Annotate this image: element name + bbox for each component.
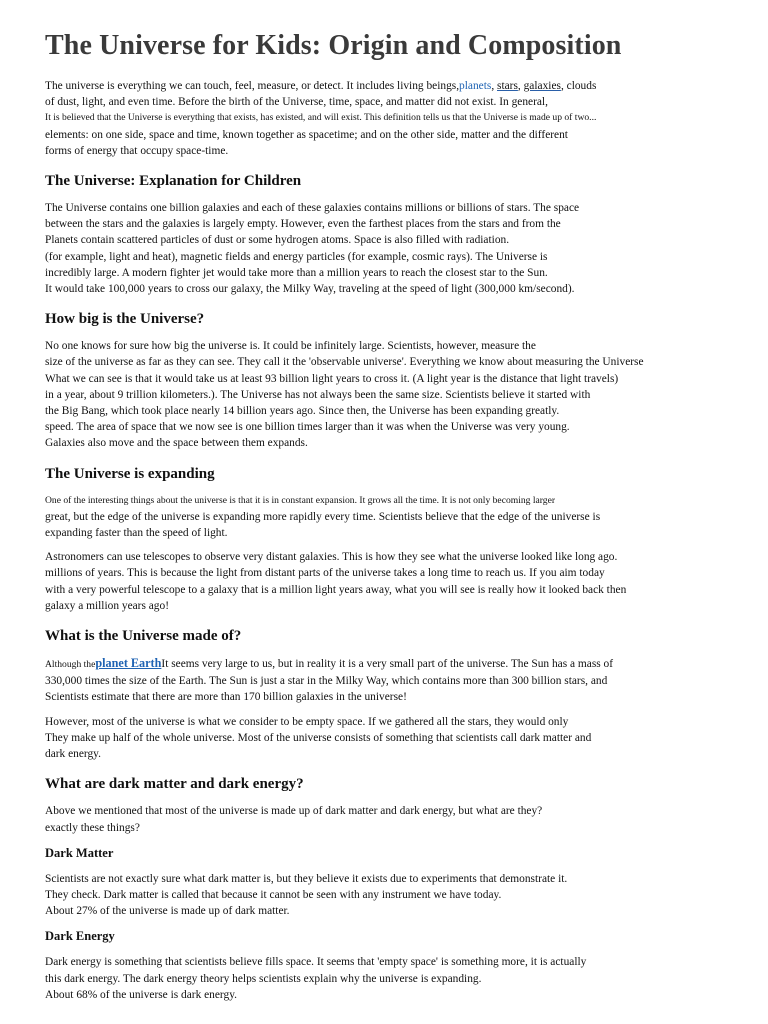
text-line: the Big Bang, which took place nearly 14 billion years ago. Since then, the Universe has been expanding greatly. xyxy=(45,405,560,418)
intro-line-4: elements: on one side, space and time, known together as spacetime; and on the other side, matter and the different xyxy=(45,128,568,141)
text-line: Scientists estimate that there are more than 170 billion galaxies in the universe! xyxy=(45,691,407,704)
text-line: exactly these things? xyxy=(45,821,140,834)
text-line: Scientists are not exactly sure what dark matter is, but they believe it exists due to experiments that demonstrate it. xyxy=(45,872,568,885)
page-title: The Universe for Kids: Origin and Composition xyxy=(45,30,622,61)
section-heading-dark: What are dark matter and dark energy? xyxy=(45,776,304,793)
text-line: The Universe contains one billion galaxies and each of these galaxies contains millions or billions of stars. The space xyxy=(45,202,580,215)
text-line: They check. Dark matter is called that because it cannot be seen with any instrument we have today. xyxy=(45,888,502,901)
intro-line-1 xyxy=(45,78,745,94)
planets-link[interactable]: planets xyxy=(459,80,492,92)
expanding-paragraph-1 xyxy=(45,493,745,542)
text-line: Above we mentioned that most of the universe is made up of dark matter and dark energy, but what are they? xyxy=(45,805,543,818)
intro-paragraph xyxy=(45,78,745,159)
expanding-paragraph-2 xyxy=(45,549,745,614)
text-line: No one knows for sure how big the universe is. It could be infinitely large. Scientists, however, measure the xyxy=(45,340,536,353)
text-line: However, most of the universe is what we consider to be empty space. If we gathered all the stars, they would only xyxy=(45,715,569,728)
text-line: Galaxies also move and the space between them expands. xyxy=(45,437,308,450)
text-line: great, but the edge of the universe is expanding more rapidly every time. Scientists believe that the edge of the universe is xyxy=(45,510,601,523)
text-line: 330,000 times the size of the Earth. The Sun is just a star in the Milky Way, which contains more than 300 billion stars, and xyxy=(45,675,608,688)
text-line: dark energy. xyxy=(45,748,101,761)
stars-word: stars xyxy=(497,80,518,92)
text-line: expanding faster than the speed of light. xyxy=(45,527,228,540)
text-line: between the stars and the galaxies is largely empty. However, even the farthest places from the stars and from the xyxy=(45,218,561,231)
text-line: in a year, about 9 trillion kilometers.). The Universe has not always been the same size. Scientists believe it started with xyxy=(45,388,591,401)
text-line: galaxy a million years ago! xyxy=(45,599,169,612)
document-page xyxy=(45,28,745,1003)
text-line: this dark energy. The dark energy theory helps scientists explain why the universe is expanding. xyxy=(45,972,482,985)
text-span: Although the xyxy=(45,659,96,671)
text-line: Dark energy is something that scientists believe fills space. It seems that 'empty space' is something more, it is actually xyxy=(45,956,587,969)
section-heading-made-of: What is the Universe made of? xyxy=(45,628,242,645)
separator: , xyxy=(517,80,524,92)
subheading-dark-matter: Dark Matter xyxy=(45,845,114,860)
intro-line-2: of dust, light, and even time. Before the birth of the Universe, time, space, and matter did not exist. In general, xyxy=(45,96,548,109)
dark-matter-paragraph xyxy=(45,871,745,920)
section-heading-explanation: The Universe: Explanation for Children xyxy=(45,173,302,190)
subheading-dark-energy: Dark Energy xyxy=(45,929,115,944)
intro-line-5: forms of energy that occupy space-time. xyxy=(45,144,229,157)
text-span: It seems very large to us, but in reality it is a very small part of the universe. The Sun has a mass of xyxy=(161,658,614,671)
text-line: Planets contain scattered particles of dust or some hydrogen atoms. Space is also filled with radiation. xyxy=(45,234,510,247)
intro-text: , clouds xyxy=(560,80,597,92)
section-heading-size: How big is the Universe? xyxy=(45,311,205,328)
text-line: (for example, light and heat), magnetic fields and energy particles (for example, cosmic rays). The Universe is xyxy=(45,250,548,263)
text-line: millions of years. This is because the light from distant parts of the universe takes a long time to reach us. If you aim today xyxy=(45,567,605,580)
text-line: with a very powerful telescope to a galaxy that is a million light years away, what you will see is really how it looked back then xyxy=(45,583,627,596)
text-line: size of the universe as far as they can see. They call it the 'observable universe'. Everything we know about measuring the Universe xyxy=(45,356,644,369)
text-line: incredibly large. A modern fighter jet would take more than a million years to reach the closest star to the Sun. xyxy=(45,266,548,279)
text-line xyxy=(45,655,745,673)
made-of-paragraph-2 xyxy=(45,714,745,763)
text-line: About 68% of the universe is dark energy. xyxy=(45,988,238,1001)
section-heading-expanding: The Universe is expanding xyxy=(45,465,215,482)
planet-earth-link[interactable]: planet Earth xyxy=(95,656,162,671)
intro-line-3: It is believed that the Universe is everything that exists, has existed, and will exist. This definition tells us that the Universe is made up of two... xyxy=(45,112,597,124)
dark-intro-paragraph xyxy=(45,803,745,835)
size-paragraph xyxy=(45,338,745,451)
text-line: About 27% of the universe is made up of dark matter. xyxy=(45,905,290,918)
text-line: What we can see is that it would take us at least 93 billion light years to cross it. (A light year is the distance that light travels) xyxy=(45,372,619,385)
explanation-paragraph xyxy=(45,200,745,297)
dark-energy-paragraph xyxy=(45,954,745,1003)
separator: , xyxy=(491,80,498,92)
text-line: speed. The area of space that we now see is one billion times larger than it was when the Universe was very young. xyxy=(45,421,570,434)
made-of-paragraph-1 xyxy=(45,655,745,706)
text-line: Astronomers can use telescopes to observe very distant galaxies. This is how they see what the universe looked like long ago. xyxy=(45,551,618,564)
text-line: One of the interesting things about the universe is that it is in constant expansion. It grows all the time. It is not only becoming larger xyxy=(45,494,556,506)
text-line: They make up half of the whole universe. Most of the universe consists of something that scientists call dark matter and xyxy=(45,731,592,744)
intro-text: The universe is everything we can touch, feel, measure, or detect. It includes living beings, xyxy=(45,80,460,92)
text-line: It would take 100,000 years to cross our galaxy, the Milky Way, traveling at the speed of light (300,000 km/second). xyxy=(45,283,575,296)
galaxies-word: galaxies xyxy=(523,80,561,92)
